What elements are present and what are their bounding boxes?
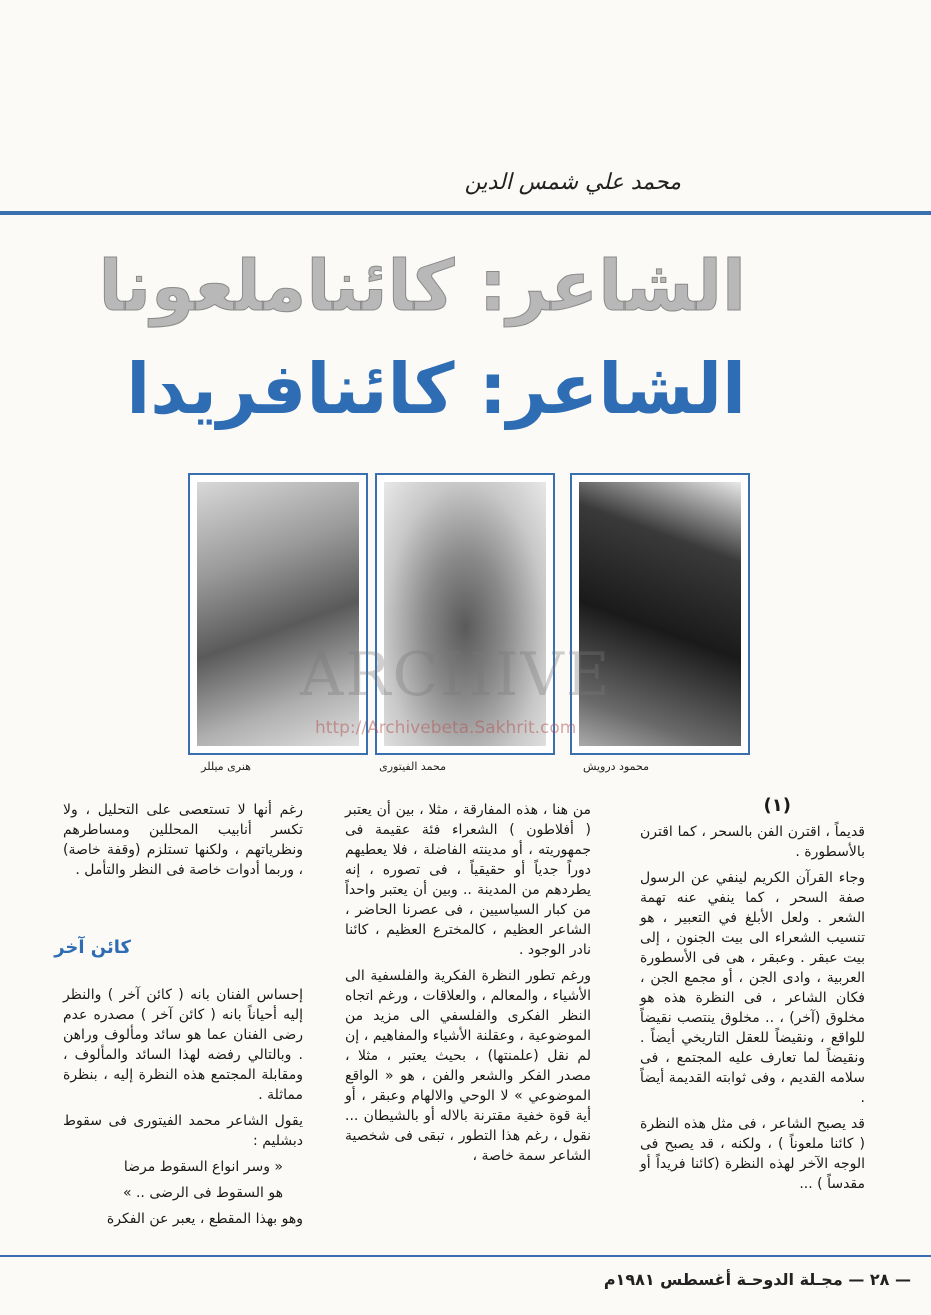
paragraph: وجاء القرآن الكريم لينفي عن الرسول صفة السحر ، كما ينفي عنه تهمة الشعر . ولعل الأبلغ في التعبير ، هو تنسيب الشعراء الى بيت الجنون ، إلى بيت عبقر . وعبقر ، هى فى الأسطورة العربية ، وادى الجن ، أو مجمع الجن ، فكان الشاعر ، فى النظرة هذه هو مخلوق (آخر) ، .. مخلوق ينتصب نقيضاً للواقع ، ونقيضاً للعقل التاريخي أيضاً . ونقيضاً لما تعارف عليه المجتمع ، فى سلامه القديم ، وفى ثوابته القديمة أيضاً . [640, 870, 865, 1106]
paragraph: إحساس الفنان بانه ( كائن آخر ) والنظر إليه أحياناً بانه ( كائن آخر ) مصدره عدم رضى الفنان عما هو سائد ومألوف وراهن . وبالتالي رفضه لهذا السائد والمألوف ، ومقابلة المجتمع هذه النظرة إليه ، بنظرة مماثلة . [63, 987, 303, 1103]
header-rule [0, 211, 931, 215]
photo-henry-miller [188, 473, 368, 755]
headline-line-2: الشاعر: كائنافريدا [126, 348, 746, 430]
column-middle [345, 800, 591, 1172]
headline-line-1: الشاعر: كائناملعونا [98, 245, 746, 327]
footer-rule [0, 1255, 931, 1257]
paragraph: رغم أنها لا تستعصى على التحليل ، ولا تكسر أنابيب المحللين ومساطرهم ونظرياتهم ، ولكنها تستلزم (وقفة خاصة) ، وربما أدوات خاصة فى النظر والتأمل . [63, 802, 303, 878]
section-number: (١) [763, 795, 791, 816]
paragraph: يقول الشاعر محمد الفيتورى فى سقوط دبشليم : [63, 1113, 303, 1149]
watermark-url: http://Archivebeta.Sakhrit.com [315, 718, 577, 738]
paragraph: قد يصبح الشاعر ، فى مثل هذه النظرة ( كائنا ملعوناً ) ، ولكنه ، قد يصبح فى الوجه الآخر لهذه النظرة (كائنا فريداً أو مقدساً ) ... [640, 1116, 865, 1192]
watermark-text: ARCHIVE [300, 640, 612, 710]
paragraph: من هنا ، هذه المفارقة ، مثلا ، بين أن يعتبر ( أفلاطون ) الشعراء فئة عقيمة فى جمهوريته ، أو مدينته الفاضلة ، فلا يعطيهم دوراً جدياً أو حقيقياً ، فى تصوره ، إنه يطردهم من المدينة .. وبين أن يعتبر واحداً من كبار السياسيين ، فى عصرنا الحاضر ، الشاعر العظيم ، كالمخترع العظيم ، كائنا نادر الوجود . [345, 802, 591, 958]
caption-fituri: محمد الفيتورى [379, 760, 446, 773]
photo-mahmoud-darwish [570, 473, 750, 755]
paragraph: وهو بهذا المقطع ، يعبر عن الفكرة [106, 1211, 303, 1227]
caption-miller: هنرى ميللر [201, 760, 251, 773]
author-name: محمد علي شمس الدين [464, 170, 681, 195]
paragraph: قديماً ، اقترن الفن بالسحر ، كما اقترن بالأسطورة . [640, 824, 865, 860]
paragraph: ورغم تطور النظرة الفكرية والفلسفية الى الأشياء ، والمعالم ، والعلاقات ، ورغم اتجاه النظر الفكرى والفلسفي الى مزيد من الموضوعية ، وعقلنة الأشياء والمفاهيم ، إن لم نقل (علمنتها) ، بحيث يعتبر ، مثلا ، مصدر الفكر والشعر والفن ، هو « الواقع الموضوعي » لا الوحي والالهام وعبقر ، أو أية قوة خفية مقترنة بالاله أو بالشيطان ... نقول ، رغم هذا التطور ، تبقى فى شخصية الشاعر سمة خاصة ، [345, 968, 591, 1164]
quote-line: « وسر انواع السقوط مرضا [123, 1159, 283, 1175]
column-left-bottom [63, 985, 303, 1235]
subheading: كائن آخر [54, 937, 131, 958]
quote-line: هو السقوط فى الرضى .. » [122, 1185, 283, 1201]
column-left-top [63, 800, 303, 886]
page-footer: — ٢٨ — مجـلة الدوحـة أغسطس ١٩٨١م [603, 1270, 911, 1289]
photo-mohammed-fituri [375, 473, 555, 755]
caption-darwish: محمود درويش [582, 760, 649, 773]
column-right [640, 822, 865, 1200]
